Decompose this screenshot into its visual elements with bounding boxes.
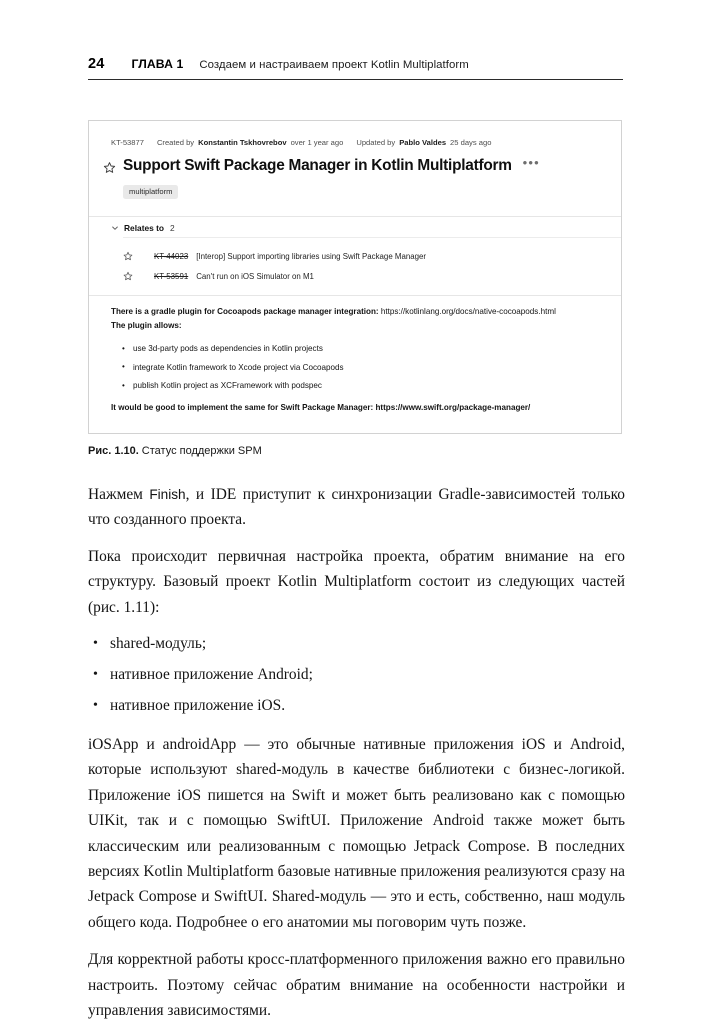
- figure-caption-number: Рис. 1.10.: [88, 445, 139, 457]
- paragraph: [88, 482, 625, 533]
- description-closing: [111, 401, 605, 415]
- relates-to-rule: [123, 237, 621, 238]
- description-closing-text: It would be good to implement the same for Swift Package Manager:: [111, 403, 376, 412]
- description-lead-2: The plugin allows:: [111, 320, 182, 330]
- linked-issue-key[interactable]: KT-53591: [154, 271, 189, 281]
- issue-id: KT-53877: [111, 138, 144, 147]
- list-item[interactable]: [123, 251, 607, 261]
- updated-time: 25 days ago: [450, 138, 492, 147]
- figure-issue-tracker-card: [88, 120, 622, 434]
- linked-issue-summary[interactable]: [Interop] Support importing libraries using Swift Package Manager: [196, 251, 427, 261]
- swift-package-manager-link[interactable]: https://www.swift.org/package-manager/: [375, 403, 531, 412]
- relates-to-count: 2: [170, 223, 175, 233]
- created-by-label: Created by: [156, 138, 195, 147]
- ui-term-finish: Finish: [149, 487, 186, 502]
- chapter-label: ГЛАВА 1: [131, 57, 184, 71]
- created-by-name: Konstantin Tskhovrebov: [198, 138, 287, 147]
- figure-caption-text: Статус поддержки SPM: [141, 445, 262, 457]
- body-text: [88, 482, 625, 1036]
- description-lead-text: There is a gradle plugin for Cocoapods package manager integration:: [111, 307, 381, 316]
- list-item: • integrate Kotlin framework to Xcode project via Cocoapods: [133, 362, 605, 373]
- issue-title: Support Swift Package Manager in Kotlin Multiplatform: [123, 157, 512, 174]
- issue-title-row: [103, 155, 607, 177]
- star-icon[interactable]: [123, 251, 133, 261]
- body-bullet-list: [88, 631, 625, 718]
- figure-caption: [88, 445, 262, 457]
- card-separator-top: [89, 216, 621, 217]
- chevron-down-icon[interactable]: [111, 224, 119, 232]
- description-bullet-list: [111, 343, 605, 391]
- header-rule: [88, 79, 623, 80]
- list-item[interactable]: [123, 271, 607, 281]
- paragraph: Пока происходит первичная настройка проекта, обратим внимание на его структуру. Базовый проект Kotlin Multiplatform состоит из следующих частей (рис. 1.11):: [88, 547, 625, 616]
- created-time: over 1 year ago: [290, 138, 344, 147]
- cocoapods-doc-link[interactable]: https://kotlinlang.org/docs/native-cocoapods.html: [380, 307, 556, 316]
- paragraph: Для корректной работы кросс-платформенного приложения важно его правильно настроить. Поэтому сейчас обратим внимание на особенности настройки и управления зависимостями.: [88, 951, 625, 1020]
- list-item: • shared-модуль;: [110, 631, 625, 656]
- linked-issue-summary[interactable]: Can't run on iOS Simulator on M1: [196, 271, 314, 281]
- issue-meta-row: [111, 139, 607, 147]
- list-item: • use 3d-party pods as dependencies in Kotlin projects: [133, 343, 605, 354]
- list-item: • publish Kotlin project as XCFramework with podspec: [133, 380, 605, 391]
- relates-to-label: Relates to: [124, 223, 165, 233]
- card-separator-bottom: [89, 295, 621, 296]
- issue-description: [111, 305, 605, 415]
- description-lead: [111, 305, 605, 319]
- page-number: 24: [88, 56, 105, 72]
- list-item: • нативное приложение Android;: [110, 662, 625, 687]
- linked-issue-key[interactable]: KT-44023: [154, 251, 189, 261]
- updated-by-label: Updated by: [356, 138, 396, 147]
- list-item: • нативное приложение iOS.: [110, 693, 625, 718]
- star-icon[interactable]: [123, 271, 133, 281]
- relates-to-header[interactable]: [111, 223, 175, 233]
- more-options-icon[interactable]: •••: [522, 155, 540, 170]
- paragraph: iOSApp и androidApp — это обычные нативные приложения iOS и Android, которые используют shared-модуль в качестве библиотеки с бизнес-логикой. Приложение iOS пишется на Swift и может быть реализовано как с помощью UIKit, так и с помощью SwiftUI. Приложение Android также может быть классическим или реализованным с помощью Jetpack Compose. В последних версиях Kotlin Multiplatform базовые нативные приложения реализуются сразу на Jetpack Compose и SwiftUI. Shared-модуль — это и есть, собственно, наш модуль общего кода. Подробнее о его анатомии мы поговорим чуть позже.: [88, 736, 625, 931]
- issue-tag[interactable]: multiplatform: [123, 185, 178, 199]
- paragraph-part: Нажмем: [88, 486, 150, 503]
- chapter-title: Создаем и настраиваем проект Kotlin Multiplatform: [199, 59, 469, 71]
- updated-by-name: Pablo Valdes: [399, 138, 447, 147]
- running-head: [88, 56, 623, 72]
- star-icon[interactable]: [103, 161, 116, 174]
- paragraph-part: , и IDE приступит к синхронизации Gradle-зависимостей только что созданного проекта.: [88, 486, 625, 529]
